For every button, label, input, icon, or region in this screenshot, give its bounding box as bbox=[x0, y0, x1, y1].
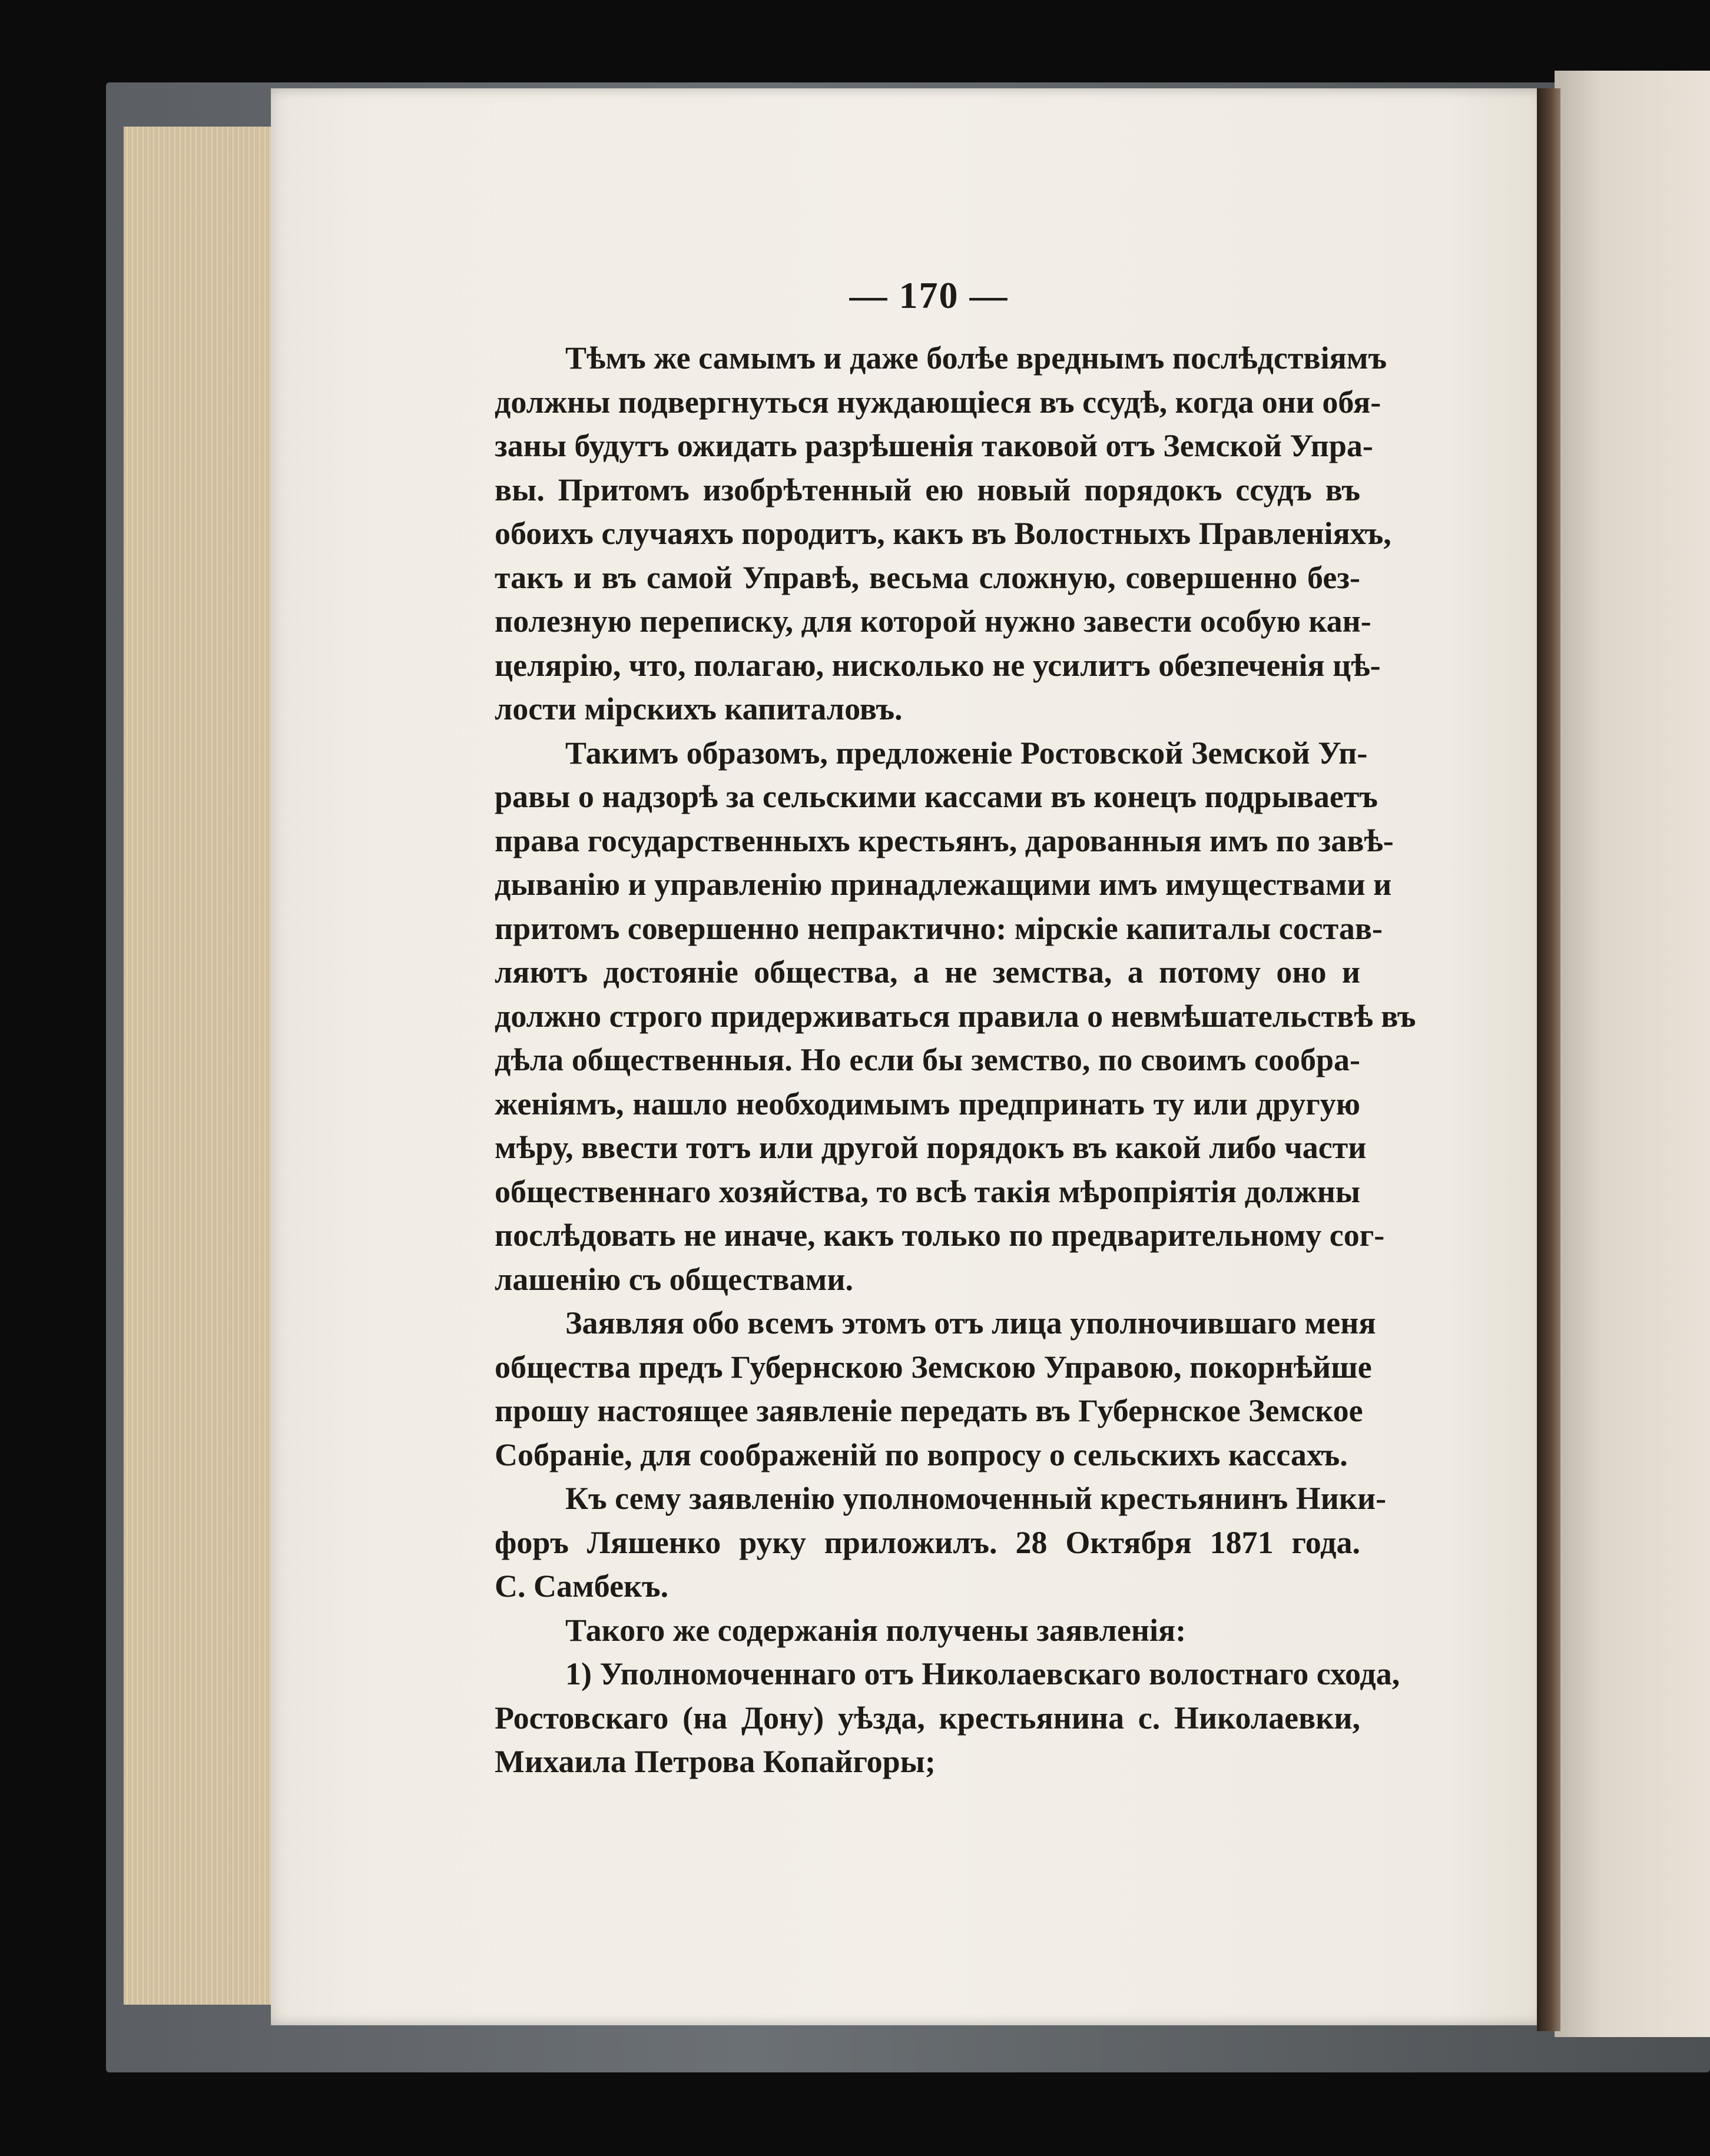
text-line: притомъ совершенно непрактично: мірскіе капиталы состав- bbox=[495, 910, 1383, 946]
paragraph bbox=[495, 1477, 1387, 1608]
page-text bbox=[495, 274, 1416, 1784]
text-line: равы о надзорѣ за сельскими кассами въ конецъ подрываетъ bbox=[495, 779, 1378, 814]
paragraph bbox=[495, 1652, 1400, 1784]
text-line: мѣру, ввести тотъ или другой порядокъ въ какой либо части bbox=[495, 1130, 1367, 1165]
text-line: общественнаго хозяйства, то всѣ такія мѣропріятія должны bbox=[495, 1173, 1360, 1209]
text-line: Михаила Петрова Копайгоры; bbox=[495, 1744, 936, 1779]
paragraph bbox=[495, 731, 1416, 1302]
text-line: обоихъ случаяхъ породитъ, какъ въ Волостныхъ Правленіяхъ, bbox=[495, 516, 1391, 551]
text-line: Къ сему заявленію уполномоченный крестьянинъ Ники- bbox=[565, 1481, 1387, 1516]
text-line: полезную переписку, для которой нужно завести особую кан- bbox=[495, 603, 1371, 639]
page-edges bbox=[124, 127, 278, 2005]
text-line: должно строго придерживаться правила о невмѣшательствѣ въ bbox=[495, 998, 1416, 1034]
text-line: С. Самбекъ. bbox=[495, 1568, 669, 1604]
text-line: женіямъ, нашло необходимымъ предпринать ту или другую bbox=[495, 1086, 1360, 1122]
text-line: ляютъ достояніе общества, а не земства, а потому оно и bbox=[495, 954, 1360, 990]
paragraph bbox=[495, 1301, 1376, 1477]
text-line: такъ и въ самой Управѣ, весьма сложную, совершенно без- bbox=[495, 559, 1360, 595]
text-line: Тѣмъ же самымъ и даже болѣе вреднымъ послѣдствіямъ bbox=[565, 340, 1387, 376]
text-line: Такимъ образомъ, предложеніе Ростовской Земской Уп- bbox=[565, 735, 1368, 771]
text-line: вы. Притомъ изобрѣтенный ею новый порядокъ ссудъ въ bbox=[495, 472, 1360, 508]
text-line: лашенію съ обществами. bbox=[495, 1261, 853, 1297]
paragraphs bbox=[495, 336, 1416, 1784]
text-line: Ростовскаго (на Дону) уѣзда, крестьянина с. Николаевки, bbox=[495, 1700, 1360, 1736]
text-line: права государственныхъ крестьянъ, дарованныя имъ по завѣ- bbox=[495, 822, 1394, 858]
text-line: заны будутъ ожидать разрѣшенія таковой отъ Земской Упра- bbox=[495, 428, 1373, 463]
text-line: прошу настоящее заявленіе передать въ Губернское Земское bbox=[495, 1393, 1363, 1428]
spine-shadow bbox=[1537, 88, 1560, 2031]
text-line: 1) Уполномоченнаго отъ Николаевскаго волостнаго схода, bbox=[565, 1656, 1400, 1691]
text-line: послѣдовать не иначе, какъ только по предварительному сог- bbox=[495, 1218, 1385, 1253]
text-line: Собраніе, для соображеній по вопросу о сельскихъ кассахъ. bbox=[495, 1437, 1348, 1472]
paragraph bbox=[495, 336, 1391, 731]
text-line: должны подвергнуться нуждающіеся въ ссудѣ, когда они обя- bbox=[495, 384, 1381, 420]
text-line: дыванію и управленію принадлежащими имъ имуществами и bbox=[495, 867, 1392, 902]
paragraph bbox=[495, 1608, 1360, 1653]
text-line: Такого же содержанія получены заявленія: bbox=[565, 1612, 1187, 1648]
text-line: целярію, что, полагаю, нисколько не усилитъ обезпеченія цѣ- bbox=[495, 647, 1381, 683]
page-number: — 170 — bbox=[849, 274, 1009, 316]
text-line: общества предъ Губернскою Земскою Управою, покорнѣйше bbox=[495, 1349, 1372, 1385]
text-line: дѣла общественныя. Но если бы земство, по своимъ сообра- bbox=[495, 1042, 1360, 1077]
text-line: лости мірскихъ капиталовъ. bbox=[495, 691, 903, 727]
text-line: форъ Ляшенко руку приложилъ. 28 Октября 1871 года. bbox=[495, 1524, 1360, 1560]
text-line: Заявляя обо всемъ этомъ отъ лица уполночившаго меня bbox=[565, 1305, 1376, 1341]
facing-page-edge bbox=[1555, 71, 1710, 2037]
